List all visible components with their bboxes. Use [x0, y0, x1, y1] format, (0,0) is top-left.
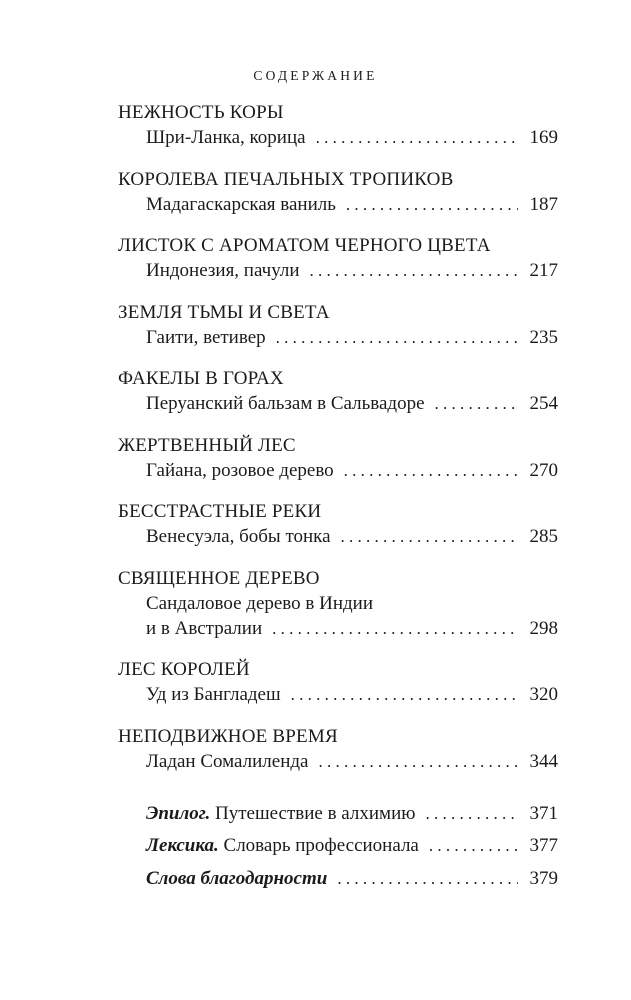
page-number: 377 — [529, 835, 558, 856]
dot-leader — [425, 801, 518, 826]
entry-emphasis: Лексика. — [146, 835, 219, 856]
entry-text: Венесуэла, бобы тонка — [146, 526, 331, 547]
entry-text: Гайана, розовое дерево — [146, 459, 334, 481]
toc-entry[interactable] — [118, 749, 558, 774]
entry-text: и в Австралии — [146, 617, 263, 639]
entry-text: Ладан Сомалиленда — [146, 750, 309, 772]
toc-section — [118, 724, 558, 774]
section-title: БЕССТРАСТНЫЕ РЕКИ — [118, 501, 322, 522]
section-title: КОРОЛЕВА ПЕЧАЛЬНЫХ ТРОПИКОВ — [118, 168, 454, 190]
entry-text: Перуанский бальзам в Сальвадоре — [146, 393, 425, 414]
entry-text: Уд из Бангладеш — [146, 684, 281, 705]
dot-leader — [276, 325, 518, 350]
entry-text: Гаити, ветивер — [146, 326, 266, 348]
toc-entry[interactable] — [118, 682, 558, 707]
section-title: НЕЖНОСТЬ КОРЫ — [118, 102, 284, 123]
toc-entry[interactable] — [118, 458, 558, 483]
page-number: 379 — [529, 867, 558, 889]
toc-section — [118, 499, 558, 549]
page-number: 270 — [529, 459, 558, 481]
dot-leader — [341, 524, 518, 549]
toc-section — [118, 300, 558, 350]
entry-text: Путешествие в алхимию — [210, 802, 416, 824]
toc-entry[interactable] — [118, 125, 558, 150]
page-number: 187 — [529, 193, 558, 215]
section-title: ЗЕМЛЯ ТЬМЫ И СВЕТА — [118, 301, 330, 323]
toc-section — [118, 366, 558, 416]
entry-emphasis: Слова благодарности — [146, 867, 328, 889]
dot-leader — [346, 192, 518, 217]
toc-section — [118, 566, 558, 641]
dot-leader — [272, 616, 518, 641]
section-title: НЕПОДВИЖНОЕ ВРЕМЯ — [118, 725, 338, 747]
toc-entry-acknowledgements[interactable] — [118, 866, 558, 891]
section-title: ЛИСТОК С АРОМАТОМ ЧЕРНОГО ЦВЕТА — [118, 235, 491, 256]
dot-leader — [310, 258, 518, 283]
toc-appendix — [118, 801, 558, 891]
toc-section — [118, 233, 558, 283]
page-number: 254 — [529, 393, 558, 414]
toc-list — [118, 100, 558, 898]
page-number: 235 — [529, 326, 558, 348]
toc-entry-lexicon[interactable] — [118, 833, 558, 858]
page-number: 298 — [529, 617, 558, 639]
page-number: 169 — [529, 127, 558, 148]
page-number: 371 — [529, 802, 558, 824]
entry-text: Словарь профессионала — [218, 835, 419, 856]
toc-section — [118, 433, 558, 483]
section-title: СВЯЩЕННОЕ ДЕРЕВО — [118, 567, 320, 589]
section-title: ЛЕС КОРОЛЕЙ — [118, 659, 250, 680]
entry-text: Сандаловое дерево в Индии — [146, 592, 374, 614]
entry-text: Шри-Ланка, корица — [146, 127, 306, 148]
entry-emphasis: Эпилог. — [146, 802, 211, 824]
toc-section — [118, 100, 558, 150]
toc-entry-epilogue[interactable] — [118, 801, 558, 826]
toc-entry[interactable] — [118, 258, 558, 283]
section-title: ЖЕРТВЕННЫЙ ЛЕС — [118, 434, 296, 456]
dot-leader — [344, 458, 518, 483]
toc-section — [118, 167, 558, 217]
page-number: 344 — [529, 750, 558, 772]
dot-leader — [316, 125, 518, 150]
toc-entry[interactable] — [118, 524, 558, 549]
toc-entry[interactable] — [118, 325, 558, 350]
dot-leader — [429, 833, 518, 858]
page-number: 217 — [529, 260, 558, 281]
dot-leader — [435, 391, 518, 416]
section-title: ФАКЕЛЫ В ГОРАХ — [118, 368, 284, 389]
toc-section — [118, 657, 558, 707]
dot-leader — [318, 749, 518, 774]
page-number: 320 — [529, 684, 558, 705]
toc-entry[interactable] — [118, 591, 558, 641]
dot-leader — [337, 866, 518, 891]
dot-leader — [291, 682, 518, 707]
entry-text: Мадагаскарская ваниль — [146, 193, 336, 215]
toc-entry[interactable] — [118, 391, 558, 416]
entry-text: Индонезия, пачули — [146, 260, 300, 281]
toc-heading: СОДЕРЖАНИЕ — [253, 68, 378, 83]
toc-entry[interactable] — [118, 192, 558, 217]
page-number: 285 — [529, 526, 558, 547]
